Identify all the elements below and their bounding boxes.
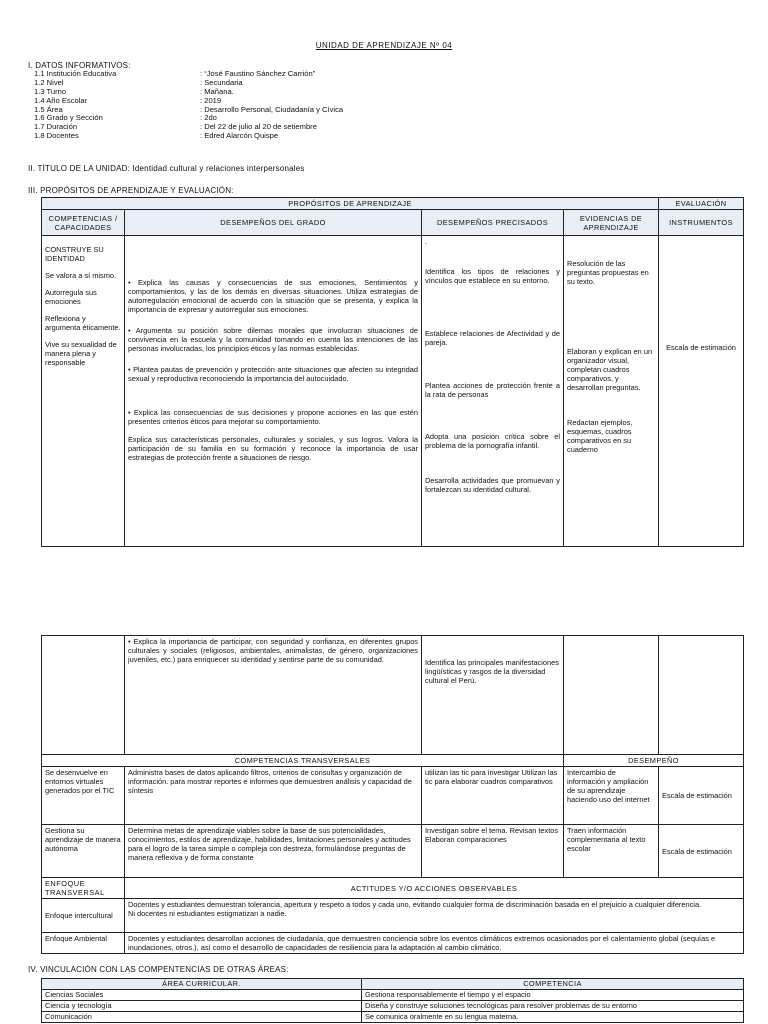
area-name: Ciencia y tecnología	[42, 1001, 362, 1012]
info-row	[34, 79, 454, 88]
info-key: 1.6 Grado y Sección	[34, 113, 103, 123]
precisado-item: Establece relaciones de Afectividad y de pareja.	[425, 329, 560, 347]
section-4-heading: IV. VINCULACIÓN CON LAS COMPENTENCIAS DE OTRAS ÁREAS:	[28, 965, 289, 974]
evidencia-item: Redactan ejemplos, esquemas, cuadros comparativos en su cuaderno	[567, 418, 633, 454]
transversal-precisado: Investigan sobre el tema. Revisan textos Elaboran comparaciones	[422, 825, 564, 878]
info-value: : Edred Alarcón Quispe	[200, 131, 279, 141]
info-key: 1.5 Área	[34, 104, 63, 114]
evaluation-group-header: EVALUACIÓN	[659, 198, 744, 210]
competencia-cell	[42, 236, 125, 547]
precisado-item: Identifica los tipos de relaciones y vínculos que establece en su entorno.	[425, 267, 560, 285]
enfoque-text: Docentes y estudiantes desarrollan acciones de ciudadanía, que demuestren conciencia sobre los eventos climáticos extremos ocasionados por el calentamiento global (sequías e inundaciones, otros.), así como el desarrollo de capacidades de resiliencia para la adaptación al cambio climático.	[125, 933, 744, 954]
transversal-instrumento: Escala de estimación	[659, 825, 744, 878]
info-row	[34, 88, 454, 97]
info-value: : Mañana.	[200, 86, 234, 96]
transversal-instrumento: Escala de estimación	[659, 767, 744, 825]
enfoque-name: Enfoque intercultural	[42, 899, 125, 933]
evidencias-cell	[564, 236, 659, 547]
precisado-item: Plantea acciones de protección frente a la rata de personas	[425, 381, 560, 399]
instrumento-cell	[659, 236, 744, 547]
col-area: ÁREA CURRICULAR.	[42, 979, 362, 990]
purposes-group-header: PROPÓSITOS DE APRENDIZAJE	[42, 198, 659, 210]
enfoque-text: Docentes y estudiantes demuestran tolerancia, apertura y respeto a todos y cada uno, evitando cualquier forma de discriminación basada en el prejuicio a cualquier diferencia.	[128, 900, 702, 909]
info-value: : 2do	[200, 113, 217, 123]
desempeno-item: Explica sus características personales, culturales y sociales, y sus logros. Valora la participación de su familia en su formación y reconoce la importancia de usar estrategias de protección frente a situaciones de riesgo.	[128, 435, 418, 462]
unit-name: Identidad cultural y relaciones interpersonales	[132, 164, 305, 173]
info-value: : “José Faustino Sánchez Carrión”	[200, 69, 316, 78]
desempeno-item: • Plantea pautas de prevención y protección ante situaciones que afecten su integridad sexual y reproductiva reconociendo la importancia del autocuidado.	[128, 365, 418, 383]
info-value: : Del 22 de julio al 20 de setiembre	[200, 122, 317, 132]
capacidad-item: Vive su sexualidad de manera plena y responsable	[45, 340, 117, 367]
empty-cell	[564, 636, 659, 755]
info-value: : Secundaria	[200, 77, 243, 87]
actitudes-header: ACTITUDES Y/O ACCIONES OBSERVABLES	[125, 878, 744, 899]
desempeno-item: • Explica las consecuencias de sus decisiones y propone acciones en las que estén presentes criterios éticos para mejorar su comportamiento.	[128, 408, 418, 426]
precisado-extra: Identifica las principales manifestaciones lingüísticas y rasgos de la diversidad cultural el Perú.	[425, 658, 559, 685]
area-competencia: Diseña y construye soluciones tecnológicas para resolver problemas de su entorno	[362, 1001, 744, 1012]
info-key: 1.1 Institución Educativa	[34, 69, 117, 78]
purposes-table	[41, 197, 744, 547]
enfoque-text-2: Ni docentes ni estudiantes estigmatizan a nadie.	[128, 909, 287, 918]
info-row	[34, 132, 454, 141]
enfoque-header: ENFOQUE TRANSVERSAL	[42, 878, 125, 899]
transversal-desempeno: Determina metas de aprendizaje viables sobre la base de sus potencialidades, conocimientos, estilos de aprendizaje, habilidades, limitaciones personales y actitudes para el logro de la tarea simple o compleja con destreza, formulándose preguntas de manera reflexiva y de forma constante	[125, 825, 422, 878]
section-2	[28, 164, 305, 173]
competencia-title: CONSTRUYE SU IDENTIDAD	[45, 245, 104, 263]
section-2-heading: II. TÍTULO DE LA UNIDAD:	[28, 164, 131, 173]
info-key: 1.4 Año Escolar	[34, 95, 88, 105]
section-1-heading: I. DATOS INFORMATIVOS:	[28, 61, 131, 70]
evidencia-item: Elaboran y explican en un organizador visual, completan cuadros comparativos, y desarrollan preguntas.	[567, 347, 653, 392]
info-row	[34, 70, 454, 79]
capacidad-item: Reflexiona y argumenta éticamente.	[45, 314, 121, 332]
col-precisados: DESEMPEÑOS PRECISADOS	[422, 210, 564, 236]
area-name: Ciencias Sociales	[42, 990, 362, 1001]
info-key: 1.3 Turno	[34, 86, 67, 96]
continuation-table	[41, 635, 744, 954]
info-value: : Desarrollo Personal, Ciudadanía y Cívica	[200, 104, 344, 114]
col-competencia: COMPETENCIA	[362, 979, 744, 990]
transversal-desempeno: Administra bases de datos aplicando filtros, criterios de consultas y organización de información. para mostrar reportes e informes que demuestren análisis y capacidad de síntesis	[125, 767, 422, 825]
desempeno-extra-cell: • Explica la importancia de participar, con seguridad y confianza, en diferentes grupos culturales y sociales (religiosos, ambientales, animalistas, de género, organizaciones juveniles, etc.) para enriquecer su identidad y sentirse parte de su comunidad.	[125, 636, 422, 755]
desempenos-cell	[125, 236, 422, 547]
enfoque-text-cell	[125, 899, 744, 933]
precisado-dot: .	[425, 237, 428, 246]
instrumento-text: Escala de estimación	[666, 343, 736, 352]
desempeno-item: • Explica las causas y consecuencias de sus emociones, Sentimientos y comportamientos, y las de los demás en diversas situaciones. Utiliza estrategias de autorregulación emocional de acuerdo con la situación que se presenta, y explica la importancia de expresar y autorregular sus emociones.	[128, 278, 418, 314]
transversal-evidencia: Intercambio de información y ampliación de su aprendizaje haciendo uso del internet	[564, 767, 659, 825]
section-3-heading: III. PROPÓSITOS DE APRENDIZAJE Y EVALUACIÓN:	[28, 186, 234, 195]
transversal-header: COMPETENCIAS TRANSVERSALES	[42, 755, 564, 767]
col-instrumentos: INSTRUMENTOS	[659, 210, 744, 236]
transversal-competencia: Se desenvuelve en entornos virtuales generados por el TIC	[42, 767, 125, 825]
info-list	[34, 70, 454, 141]
precisado-item: Desarrolla actividades que promuevan y fortalezcan su identidad cultural.	[425, 476, 560, 494]
evidencia-item: Resolución de las preguntas propuestas en su texto.	[567, 259, 649, 286]
info-key: 1.7 Duración	[34, 122, 78, 132]
col-evidencias: EVIDENCIAS DE APRENDIZAJE	[564, 210, 659, 236]
info-key: 1.2 Nivel	[34, 77, 64, 87]
capacidad-item: Autorregula sus emociones	[45, 288, 97, 306]
col-competencias: COMPETENCIAS / CAPACIDADES	[42, 210, 125, 236]
capacidad-item: Se valora a sí mismo.	[45, 271, 117, 280]
unit-title: UNIDAD DE APRENDIZAJE Nº 04	[315, 41, 453, 50]
precisados-cell	[422, 236, 564, 547]
info-key: 1.8 Docentes	[34, 131, 79, 141]
empty-cell	[42, 636, 125, 755]
empty-cell	[659, 636, 744, 755]
col-desempenos: DESEMPEÑOS DEL GRADO	[125, 210, 422, 236]
info-value: : 2019	[200, 95, 222, 105]
area-competencia: Se comunica oralmente en su lengua materna.	[362, 1012, 744, 1023]
desempeno-item: • Argumenta su posición sobre dilemas morales que involucran situaciones de convivencia en la escuela y la comunidad tomando en cuenta las intenciones de las personas involucradas, los principios éticos y las normas establecidas.	[128, 326, 418, 353]
precisado-extra-cell	[422, 636, 564, 755]
precisado-item: Adopta una posición crítica sobre el problema de la pornografía infantil.	[425, 432, 560, 450]
area-name: Comunicación	[42, 1012, 362, 1023]
transversal-evidencia: Traen información complementaria al texto escolar	[564, 825, 659, 878]
areas-table	[41, 978, 744, 1023]
transversal-precisado: utilizan las tic para investigar Utilizan las tic para elaborar cuadros comparativos	[422, 767, 564, 825]
enfoque-name: Enfoque Ambiental	[42, 933, 125, 954]
transversal-competencia: Gestiona su aprendizaje de manera autónoma	[42, 825, 125, 878]
desempeno-header: DESEMPEÑO	[564, 755, 744, 767]
area-competencia: Gestiona responsablemente el tiempo y el espacio	[362, 990, 744, 1001]
